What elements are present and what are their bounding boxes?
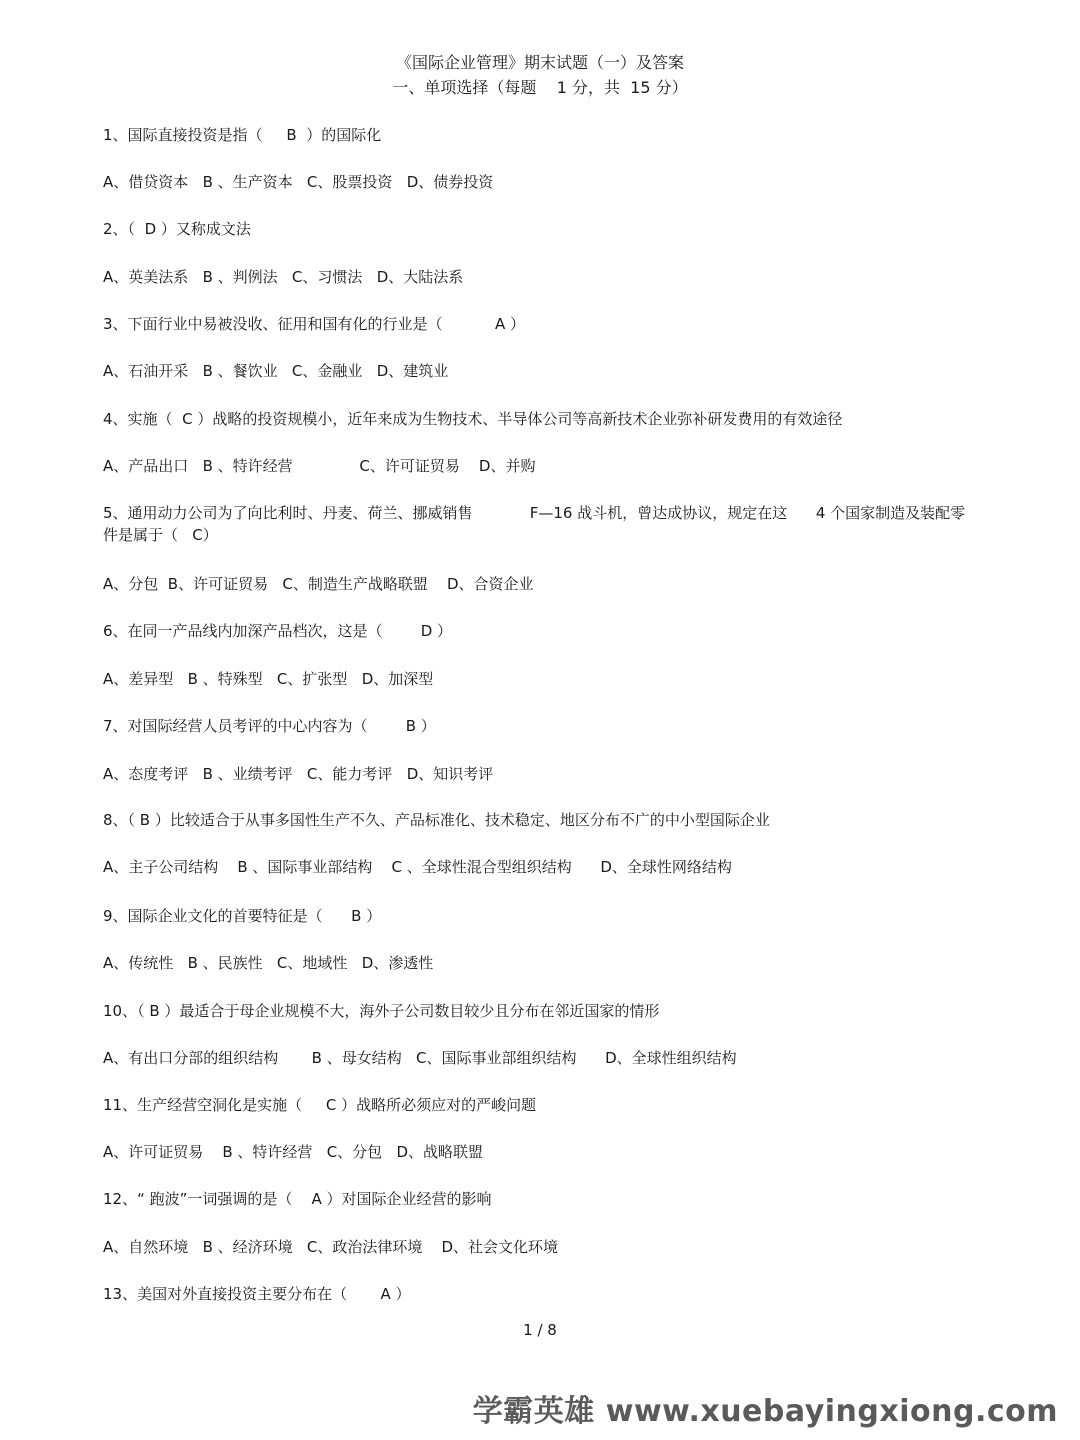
question-10: 10、（ B ）最适合于母企业规模不大，海外子公司数目较少且分布在邻近国家的情形 bbox=[103, 1002, 660, 1020]
question-2: 2、（ D ）又称成文法 bbox=[103, 220, 251, 238]
options-9: A、传统性 B 、民族性 C、地域性 D、渗透性 bbox=[103, 954, 434, 972]
options-12: A、自然环境 B 、经济环境 C、政治法律环境 D、社会文化环境 bbox=[103, 1238, 559, 1256]
question-4: 4、实施（ C ）战略的投资规模小，近年来成为生物技术、半导体公司等高新技术企业弥补研发费用的有效途径 bbox=[103, 410, 843, 428]
options-5: A、分包 B、许可证贸易 C、制造生产战略联盟 D、合资企业 bbox=[103, 575, 534, 593]
question-12: 12、“ 跑波”一词强调的是（ A ）对国际企业经营的影响 bbox=[103, 1190, 492, 1208]
question-7: 7、对国际经营人员考评的中心内容为（ B ） bbox=[103, 717, 436, 735]
section-heading: 一、单项选择（每题 1 分，共 15 分） bbox=[392, 78, 688, 97]
options-2: A、英美法系 B 、判例法 C、习惯法 D、大陆法系 bbox=[103, 268, 464, 286]
site-watermark: 学霸英雄 www.xuebayingxiong.com bbox=[472, 1394, 1058, 1429]
question-1: 1、国际直接投资是指（ B ）的国际化 bbox=[103, 126, 382, 144]
question-11: 11、生产经营空洞化是实施（ C ）战略所必须应对的严峻问题 bbox=[103, 1096, 537, 1114]
options-8: A、主子公司结构 B 、国际事业部结构 C 、全球性混合型组织结构 D、全球性网络结构 bbox=[103, 858, 732, 876]
question-5: 5、通用动力公司为了向比利时、丹麦、荷兰、挪威销售 F—16 战斗机，曾达成协议，规定在这 4 个国家制造及装配零件是属于（ C） bbox=[103, 504, 966, 544]
options-1: A、借贷资本 B 、生产资本 C、股票投资 D、债券投资 bbox=[103, 173, 494, 191]
options-11: A、许可证贸易 B 、特许经营 C、分包 D、战略联盟 bbox=[103, 1143, 484, 1161]
options-10: A、有出口分部的组织结构 B 、母女结构 C、国际事业部组织结构 D、全球性组织结构 bbox=[103, 1049, 737, 1067]
question-8: 8、（ B ）比较适合于从事多国性生产不久、产品标准化、技术稳定、地区分布不广的中小型国际企业 bbox=[103, 811, 770, 829]
question-13: 13、美国对外直接投资主要分布在（ A ） bbox=[103, 1285, 411, 1303]
question-6: 6、在同一产品线内加深产品档次，这是（ D ） bbox=[103, 622, 453, 640]
options-6: A、差异型 B 、特殊型 C、扩张型 D、加深型 bbox=[103, 670, 434, 688]
question-3: 3、下面行业中易被没收、征用和国有化的行业是（ A ） bbox=[103, 315, 526, 333]
page-number: 1 / 8 bbox=[523, 1321, 557, 1339]
question-9: 9、国际企业文化的首要特征是（ B ） bbox=[103, 907, 382, 925]
document-title: 《国际企业管理》期末试题（一）及答案 bbox=[395, 53, 684, 72]
options-3: A、石油开采 B 、餐饮业 C、金融业 D、建筑业 bbox=[103, 362, 449, 380]
options-7: A、态度考评 B 、业绩考评 C、能力考评 D、知识考评 bbox=[103, 765, 494, 783]
options-4: A、产品出口 B 、特许经营 C、许可证贸易 D、并购 bbox=[103, 457, 536, 475]
